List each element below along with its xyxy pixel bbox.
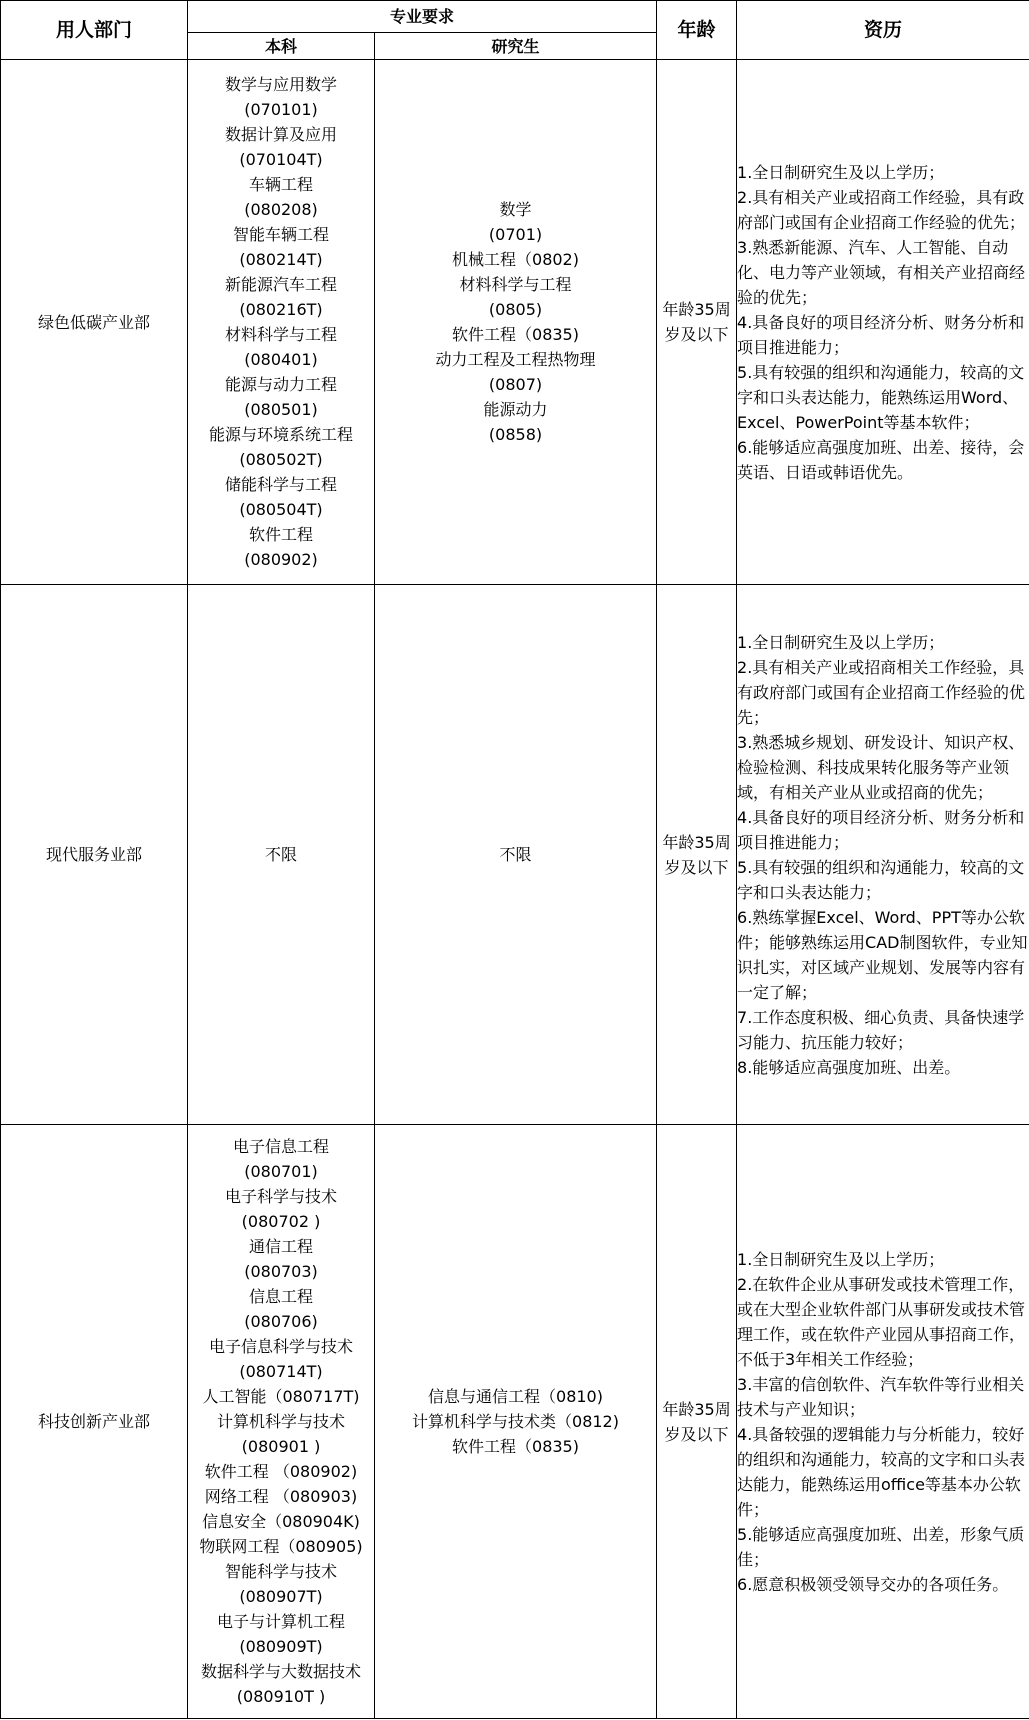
cell-line: 网络工程 （080903) — [204, 1487, 358, 1506]
cell-line: 数学 — [499, 200, 532, 219]
qualification-requirements — [737, 1125, 1029, 1719]
header-age: 年龄 — [657, 1, 737, 60]
cell-line: 新能源汽车工程 — [224, 275, 337, 294]
cell-line: (080702 ) — [241, 1212, 321, 1231]
cell-line: 信息安全（080904K) — [202, 1512, 360, 1531]
cell-line: (080701) — [244, 1162, 318, 1181]
cell-line: 年龄35周 — [662, 1399, 731, 1419]
cell-line: 不限 — [499, 845, 532, 864]
cell-line: 年龄35周 — [662, 300, 731, 319]
cell-line: 4.具备良好的项目经济分析、财务分析和项目推进能力； — [737, 312, 1025, 357]
row-green-lowcarbon — [1, 60, 1029, 585]
cell-line: (080401) — [244, 350, 318, 369]
cell-line: (080909T) — [239, 1637, 323, 1656]
undergrad-majors — [188, 60, 375, 585]
cell-line: 5.具有较强的组织和沟通能力，较高的文字和口头表达能力，能熟练运用Word、Excel、PowerPoint等基本软件； — [737, 362, 1025, 432]
cell-line: 电子科学与技术 — [224, 1187, 337, 1206]
cell-line: 软件工程 （080902) — [204, 1462, 358, 1481]
postgrad-majors — [375, 1125, 657, 1719]
cell-line: 岁及以下 — [664, 325, 729, 344]
cell-line: 岁及以下 — [664, 857, 729, 877]
dept-name: 科技创新产业部 — [1, 1125, 188, 1719]
cell-line: (080714T) — [239, 1362, 323, 1381]
header-dept: 用人部门 — [1, 1, 188, 60]
cell-line: 能源与动力工程 — [224, 375, 337, 394]
age-requirement — [657, 1125, 737, 1719]
cell-line: (080902) — [244, 550, 318, 569]
cell-line: 6.能够适应高强度加班、出差、接待，会英语、日语或韩语优先。 — [737, 437, 1025, 482]
cell-line: (080216T) — [239, 300, 323, 319]
cell-line: (0858) — [488, 425, 543, 444]
cell-line: 3.熟悉城乡规划、研发设计、知识产权、检验检测、科技成果转化服务等产业领域，有相关产业从业或招商的优先； — [737, 732, 1025, 802]
cell-line: 人工智能（080717T) — [202, 1387, 360, 1406]
cell-line: 电子信息科学与技术 — [208, 1337, 353, 1356]
header-postgrad: 研究生 — [375, 33, 657, 60]
cell-line: (080901 ) — [241, 1437, 321, 1456]
cell-line: 通信工程 — [248, 1237, 313, 1256]
qualification-requirements — [737, 60, 1029, 585]
cell-line: (070101) — [244, 100, 318, 119]
cell-line: 5.能够适应高强度加班、出差，形象气质佳； — [737, 1524, 1025, 1569]
cell-line: 数据科学与大数据技术 — [200, 1662, 361, 1681]
cell-line: 6.熟练掌握Excel、Word、PPT等办公软件；能够熟练运用CAD制图软件，专业知识扎实，对区域产业规划、发展等内容有一定了解； — [737, 907, 1028, 1002]
cell-line: 智能车辆工程 — [232, 225, 329, 244]
cell-line: 电子与计算机工程 — [216, 1612, 345, 1631]
cell-line: 计算机科学与技术 — [216, 1412, 345, 1431]
cell-line: 材料科学与工程 — [459, 275, 572, 294]
dept-name: 绿色低碳产业部 — [1, 60, 188, 585]
cell-line: 1.全日制研究生及以上学历； — [737, 1249, 945, 1269]
cell-line: 能源动力 — [483, 400, 548, 419]
cell-line: (070104T) — [239, 150, 323, 169]
cell-line: 4.具备较强的逻辑能力与分析能力，较好的组织和沟通能力，较高的文字和口头表达能力，能熟练运用office等基本办公软件； — [737, 1424, 1026, 1519]
age-requirement — [657, 585, 737, 1125]
cell-line: 软件工程（0835) — [452, 1437, 579, 1456]
cell-line: 软件工程 — [248, 525, 313, 544]
cell-line: 数学与应用数学 — [224, 75, 337, 94]
undergrad-majors — [188, 585, 375, 1125]
qualification-requirements — [737, 585, 1029, 1125]
cell-line: (080907T) — [239, 1587, 323, 1606]
cell-line: 2.具有相关产业或招商相关工作经验，具有政府部门或国有企业招商工作经验的优先； — [737, 657, 1026, 727]
cell-line: 3.熟悉新能源、汽车、人工智能、自动化、电力等产业领域，有相关产业招商经验的优先； — [737, 237, 1026, 307]
row-modern-services — [1, 585, 1029, 1125]
cell-line: 信息与通信工程（0810) — [428, 1387, 603, 1406]
header-major-requirements: 专业要求 — [188, 1, 657, 33]
cell-line: 6.愿意积极领受领导交办的各项任务。 — [737, 1574, 1009, 1594]
cell-line: (080208) — [244, 200, 318, 219]
cell-line: 智能科学与技术 — [224, 1562, 337, 1581]
cell-line: 动力工程及工程热物理 — [435, 350, 596, 369]
cell-line: 2.具有相关产业或招商工作经验，具有政府部门或国有企业招商工作经验的优先； — [737, 187, 1026, 232]
cell-line: 2.在软件企业从事研发或技术管理工作，或在大型企业软件部门从事研发或技术管理工作，或在软件产业园从事招商工作，不低于3年相关工作经验； — [737, 1274, 1026, 1369]
dept-name: 现代服务业部 — [1, 585, 188, 1125]
header-undergrad: 本科 — [188, 33, 375, 60]
cell-line: 计算机科学与技术类（0812) — [412, 1412, 619, 1431]
cell-line: 7.工作态度积极、细心负责、具备快速学习能力、抗压能力较好； — [737, 1007, 1025, 1052]
cell-line: 能源与环境系统工程 — [208, 425, 353, 444]
cell-line: 不限 — [264, 845, 297, 864]
cell-line: 材料科学与工程 — [224, 325, 337, 344]
cell-line: (080214T) — [239, 250, 323, 269]
cell-line: (0805) — [488, 300, 543, 319]
cell-line: (080502T) — [239, 450, 323, 469]
cell-line: (080501) — [244, 400, 318, 419]
cell-line: 机械工程（0802) — [452, 250, 579, 269]
cell-line: (080910T ) — [236, 1687, 326, 1706]
cell-line: 1.全日制研究生及以上学历； — [737, 632, 945, 652]
cell-line: (0807) — [488, 375, 543, 394]
cell-line: 信息工程 — [248, 1287, 313, 1306]
cell-line: 软件工程（0835) — [452, 325, 579, 344]
cell-line: (080703) — [244, 1262, 318, 1281]
cell-line: (080504T) — [239, 500, 323, 519]
cell-line: 8.能够适应高强度加班、出差。 — [737, 1057, 961, 1077]
postgrad-majors — [375, 585, 657, 1125]
cell-line: 岁及以下 — [664, 1424, 729, 1444]
cell-line: 物联网工程（080905) — [199, 1537, 363, 1556]
cell-line: 数据计算及应用 — [224, 125, 337, 144]
row-tech-innovation — [1, 1125, 1029, 1719]
cell-line: 3.丰富的信创软件、汽车软件等行业相关技术与产业知识； — [737, 1374, 1025, 1419]
cell-line: 电子信息工程 — [232, 1137, 329, 1156]
cell-line: 储能科学与工程 — [224, 475, 337, 494]
cell-line: 5.具有较强的组织和沟通能力，较高的文字和口头表达能力； — [737, 857, 1025, 902]
cell-line: (080706) — [244, 1312, 318, 1331]
cell-line: (0701) — [488, 225, 543, 244]
cell-line: 年龄35周 — [662, 832, 731, 852]
cell-line: 车辆工程 — [248, 175, 313, 194]
undergrad-majors — [188, 1125, 375, 1719]
header-qualification: 资历 — [737, 1, 1029, 60]
cell-line: 1.全日制研究生及以上学历； — [737, 162, 945, 182]
cell-line: 4.具备良好的项目经济分析、财务分析和项目推进能力； — [737, 807, 1025, 852]
postgrad-majors — [375, 60, 657, 585]
age-requirement — [657, 60, 737, 585]
